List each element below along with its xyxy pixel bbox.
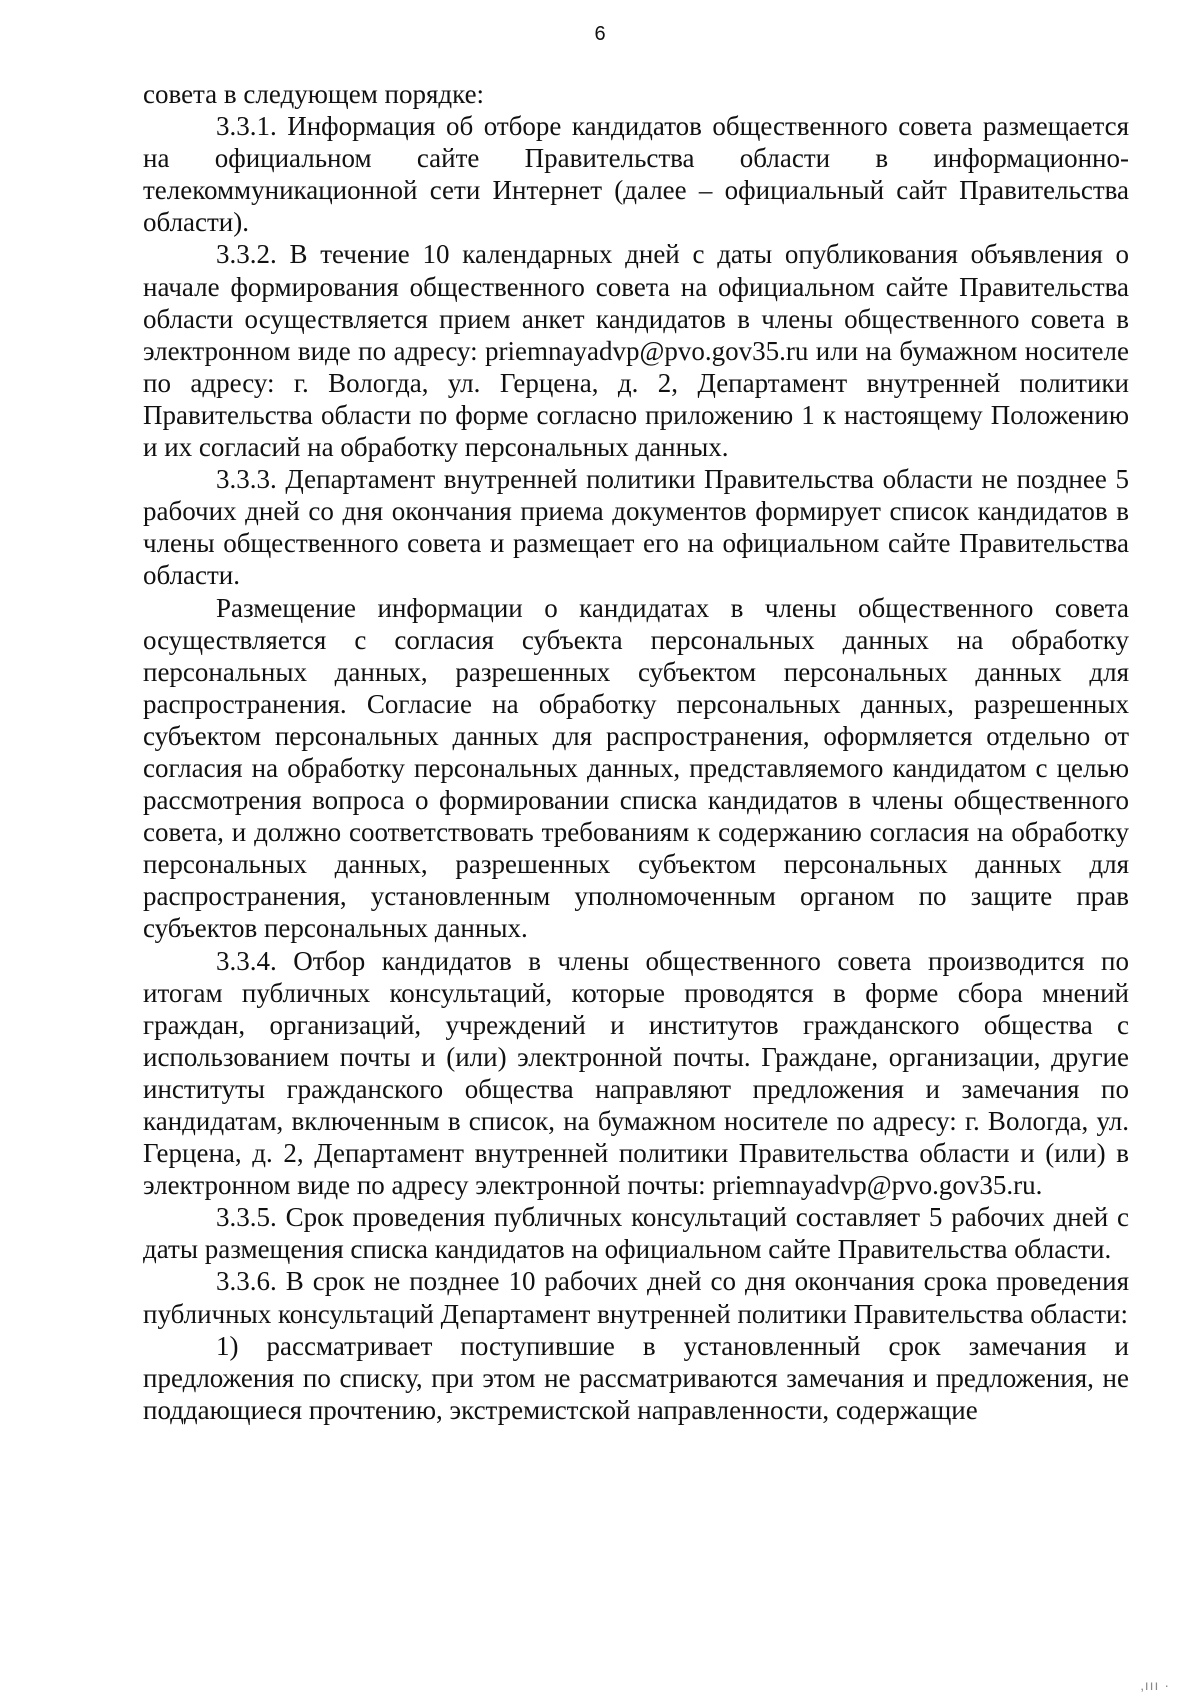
paragraph-list-item-1: 1) рассматривает поступившие в установленный срок замечания и предложения по списку, при этом не рассматриваются замечания и предложения, не поддающиеся прочтению, экстремистской направленности, содержащие: [143, 1330, 1129, 1425]
scan-artifact-mark: ‚ııı ·: [1140, 1677, 1170, 1693]
paragraph-continuation: совета в следующем порядке:: [143, 79, 485, 109]
paragraph-3-3-2: 3.3.2. В течение 10 календарных дней с даты опубликования объявления о начале формирования общественного совета на официальном сайте Правительства области осуществляется прием анкет кандидатов в члены общественного совета в электронном виде по адресу: priemnayadvp@pvo.gov35.ru или на бумажном носителе по адресу: г. Вологда, ул. Герцена, д. 2, Департамент внутренней политики Правительства области по форме согласно приложению 1 к настоящему Положению и их согласий на обработку персональных данных.: [143, 239, 1129, 463]
paragraph-3-3-4: 3.3.4. Отбор кандидатов в члены общественного совета производится по итогам публичных консультаций, которые проводятся в форме сбора мнений граждан, организаций, учреждений и институтов гражданского общества с использованием почты и (или) электронной почты. Граждане, организации, другие институты гражданского общества направляют предложения и замечания по кандидатам, включенным в список, на бумажном носителе по адресу: г. Вологда, ул. Герцена, д. 2, Департамент внутренней политики Правительства области и (или) в электронном виде по адресу электронной почты: priemnayadvp@pvo.gov35.ru.: [143, 945, 1129, 1201]
page-number: 6: [594, 23, 606, 45]
paragraph-3-3-6: 3.3.6. В срок не позднее 10 рабочих дней со дня окончания срока проведения публичных консультаций Департамент внутренней политики Правительства области:: [143, 1266, 1129, 1329]
paragraph-3-3-5: 3.3.5. Срок проведения публичных консультаций составляет 5 рабочих дней с даты размещения списка кандидатов на официальном сайте Правительства области.: [143, 1202, 1129, 1265]
paragraph-3-3-3: 3.3.3. Департамент внутренней политики Правительства области не позднее 5 рабочих дней со дня окончания приема документов формирует список кандидатов в члены общественного совета и размещает его на официальном сайте Правительства области.: [143, 464, 1129, 591]
paragraph-personal-data-consent: Размещение информации о кандидатах в члены общественного совета осуществляется с согласия субъекта персональных данных на обработку персональных данных, разрешенных субъектом персональных данных для распространения. Согласие на обработку персональных данных, разрешенных субъектом персональных данных для распространения, оформляется отдельно от согласия на обработку персональных данных, представляемого кандидатом с целью рассмотрения вопроса о формировании списка кандидатов в члены общественного совета, и должно соответствовать требованиям к содержанию согласия на обработку персональных данных, разрешенных субъектом персональных данных для распространения, установленным уполномоченным органом по защите прав субъектов персональных данных.: [143, 592, 1129, 944]
paragraph-3-3-1: 3.3.1. Информация об отборе кандидатов общественного совета размещается на официальном сайте Правительства области в информационно-телекоммуникационной сети Интернет (далее – официальный сайт Правительства области).: [143, 111, 1129, 238]
document-body: [143, 78, 1129, 1426]
